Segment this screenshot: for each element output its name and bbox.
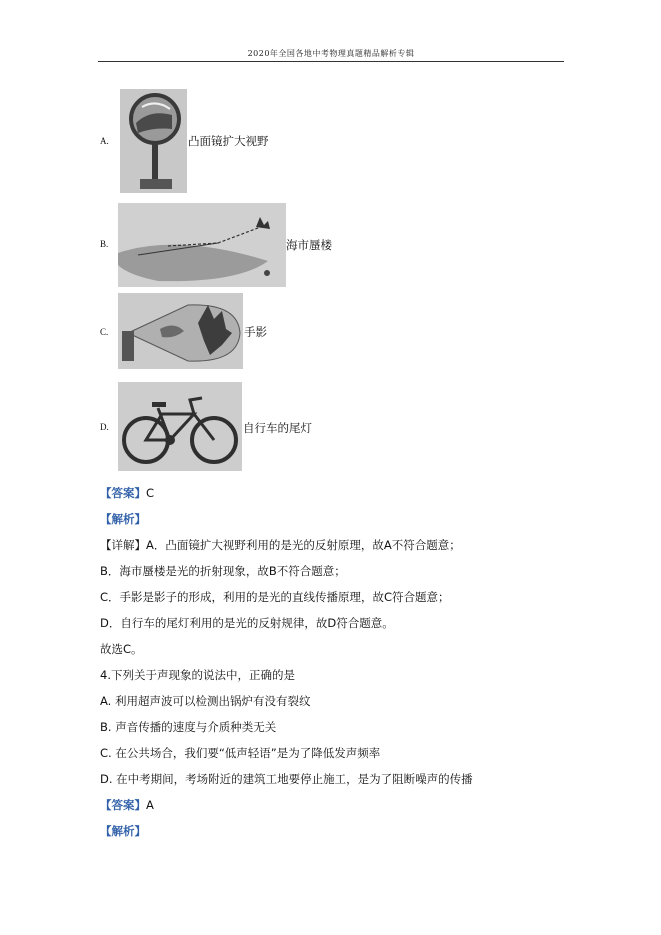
q3-analysis-bracket-close: 】 <box>134 512 146 526</box>
option-a-letter: A. <box>100 136 109 146</box>
q4-analysis-bracket-close: 】 <box>134 824 146 838</box>
option-c-caption: 手影 <box>244 325 267 339</box>
q3-detail-text-a: A．凸面镜扩大视野利用的是光的反射原理，故A不符合题意； <box>146 538 461 552</box>
q3-detail-line-a <box>100 537 461 553</box>
q3-answer-value: C <box>146 486 155 500</box>
page-header: 2020年全国各地中考物理真题精品解析专辑 <box>247 49 415 58</box>
q3-answer-bracket-open: 【 <box>100 486 112 500</box>
convex-mirror-photo <box>120 89 187 193</box>
q3-analysis-bracket-open: 【 <box>100 512 112 526</box>
q4-answer-line <box>100 797 154 813</box>
q3-detail-line-d: D．自行车的尾灯利用的是光的反射规律，故D符合题意。 <box>100 616 394 630</box>
bicycle-photo <box>118 382 242 471</box>
q4-choice-c: C. 在公共场合，我们要“低声轻语”是为了降低发声频率 <box>100 746 381 760</box>
hand-shadow-photo <box>118 293 243 369</box>
q3-detail-prefix: 【详解】 <box>100 538 146 552</box>
header-rule <box>98 61 564 62</box>
q3-analysis-line <box>100 511 146 527</box>
q4-analysis-line <box>100 823 146 839</box>
q4-stem: 4.下列关于声现象的说法中，正确的是 <box>100 668 295 682</box>
q4-choice-a: A. 利用超声波可以检测出锅炉有没有裂纹 <box>100 694 311 708</box>
q3-answer-line <box>100 485 154 501</box>
option-b-letter: B. <box>100 239 109 249</box>
option-d-letter: D. <box>100 422 109 432</box>
option-a-caption: 凸面镜扩大视野 <box>188 134 269 148</box>
q3-detail-line-c: C．手影是影子的形成，利用的是光的直线传播原理，故C符合题意； <box>100 590 450 604</box>
option-d-caption: 自行车的尾灯 <box>243 421 312 435</box>
q3-answer-label: 答案 <box>111 486 135 500</box>
q4-answer-label: 答案 <box>111 798 135 812</box>
mirage-photo <box>118 203 286 287</box>
q4-choice-d: D. 在中考期间，考场附近的建筑工地要停止施工，是为了阻断噪声的传播 <box>100 772 473 786</box>
q3-analysis-label: 解析 <box>111 512 135 526</box>
q3-conclusion: 故选C。 <box>100 642 143 656</box>
option-b-caption: 海市蜃楼 <box>286 238 332 252</box>
q4-answer-bracket-close: 】 <box>134 798 146 812</box>
q4-answer-bracket-open: 【 <box>100 798 112 812</box>
q4-analysis-label: 解析 <box>111 824 135 838</box>
q3-detail-line-b: B．海市蜃楼是光的折射现象，故B不符合题意； <box>100 564 346 578</box>
q4-choice-b: B. 声音传播的速度与介质种类无关 <box>100 720 277 734</box>
q3-answer-bracket-close: 】 <box>134 486 146 500</box>
option-c-letter: C. <box>100 327 109 337</box>
q4-answer-value: A <box>146 798 154 812</box>
q4-analysis-bracket-open: 【 <box>100 824 112 838</box>
